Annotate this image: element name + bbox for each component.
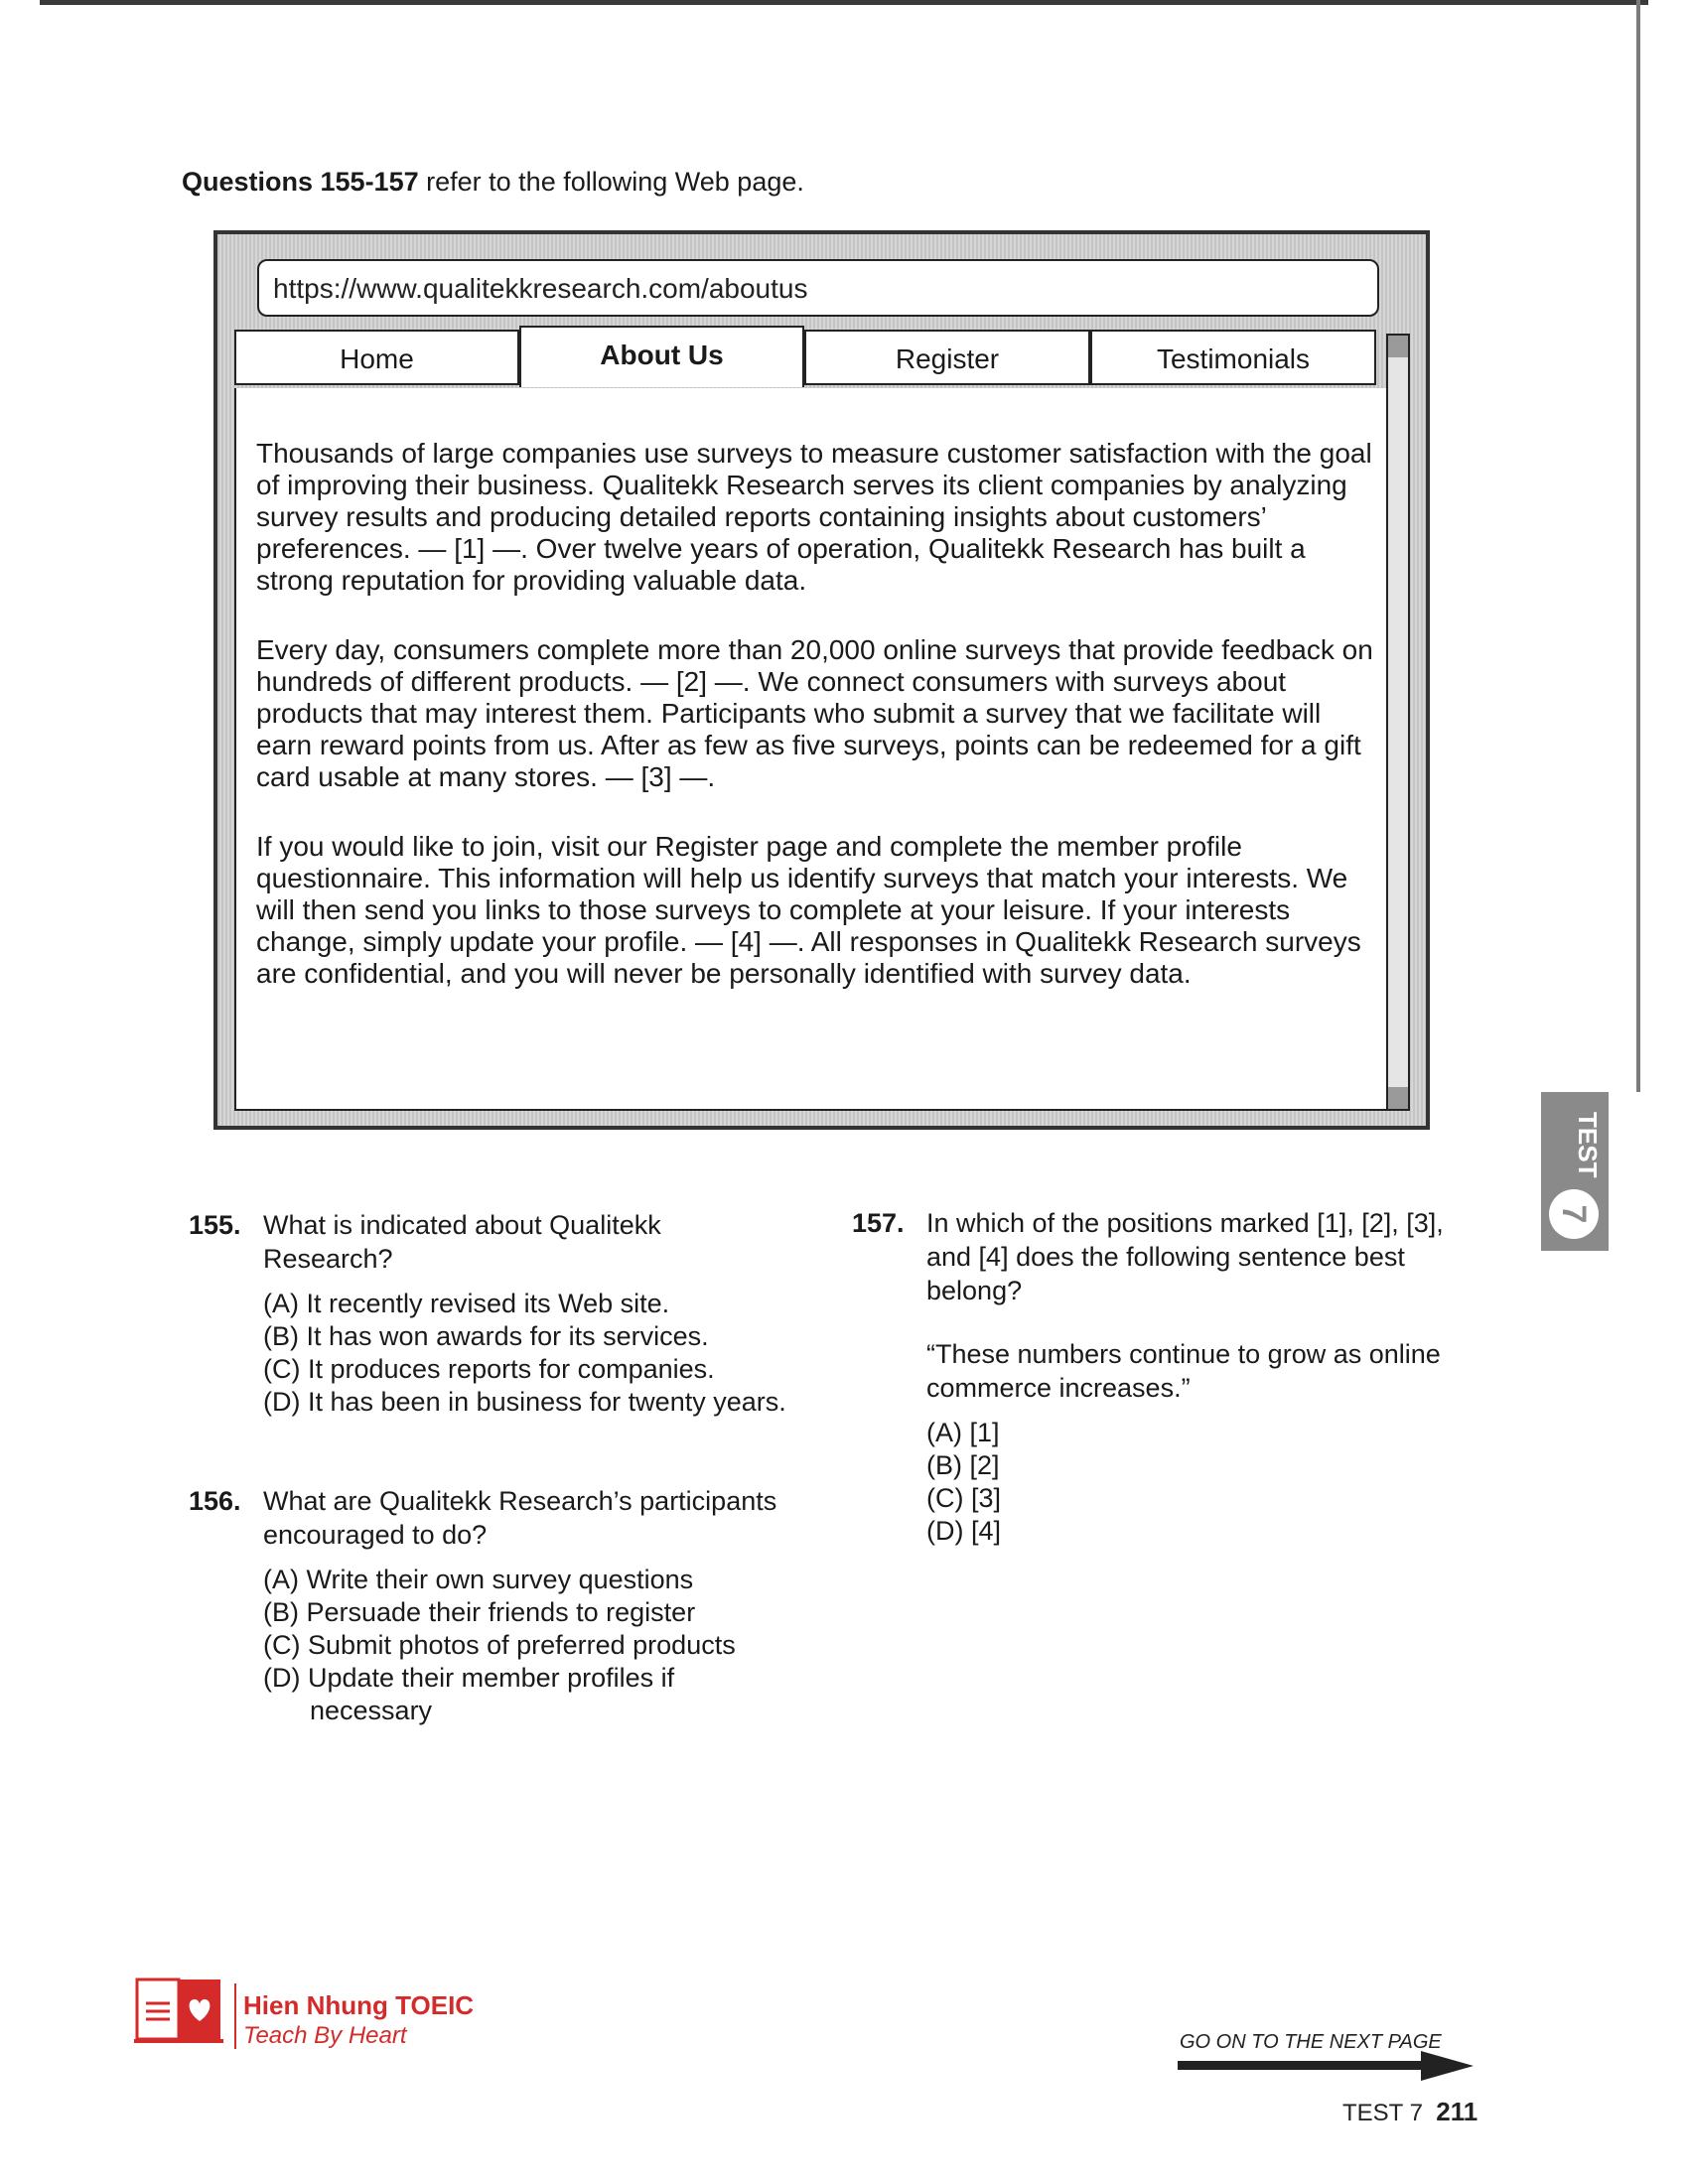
scroll-up-arrow[interactable] — [1388, 336, 1408, 357]
right-border-line — [1636, 0, 1640, 1092]
option-155-c[interactable]: (C) It produces reports for companies. — [263, 1354, 715, 1384]
option-157-d[interactable]: (D) [4] — [926, 1516, 1002, 1546]
side-tab-label: TEST — [1573, 1112, 1603, 1178]
url-bar[interactable]: https://www.qualitekkresearch.com/aboutus — [257, 259, 1379, 317]
top-border-line — [40, 0, 1648, 5]
intro-range: Questions 155-157 — [182, 167, 419, 197]
tab-testimonials[interactable]: Testimonials — [1090, 330, 1376, 385]
arrow-right-icon — [1178, 2051, 1476, 2081]
intro-text: refer to the following Web page. — [426, 167, 804, 197]
option-155-a[interactable]: (A) It recently revised its Web site. — [263, 1289, 670, 1318]
page-footer — [1342, 2097, 1477, 2127]
option-155-b[interactable]: (B) It has won awards for its services. — [263, 1321, 709, 1351]
scrollbar[interactable] — [1386, 334, 1410, 1111]
question-text: What are Qualitekk Research’s participants encouraged to do? — [263, 1486, 777, 1550]
page-content — [234, 388, 1401, 1111]
side-tab-number: 7 — [1549, 1189, 1599, 1239]
option-157-b[interactable]: (B) [2] — [926, 1450, 1000, 1480]
scroll-down-arrow[interactable] — [1388, 1087, 1408, 1109]
question-number: 157. — [852, 1208, 905, 1238]
question-number: 156. — [189, 1486, 241, 1516]
paragraph-1: Thousands of large companies use surveys to measure customer satisfaction with the goal of improving their business. Qualitekk Research serves its client companies by analyzing survey results and producing detailed reports containing insights about customers’ preferences. — [1] —. Over twelve years of operation, Qualitekk Research has built a strong reputation for providing valuable data. — [256, 438, 1372, 596]
logo-title: Hien Nhung TOEIC — [243, 1990, 475, 2020]
option-156-c[interactable]: (C) Submit photos of preferred products — [263, 1630, 736, 1660]
logo-divider — [234, 1983, 236, 2049]
paragraph-3: If you would like to join, visit our Register page and complete the member profile questionnaire. This information will help us identify surveys that match your interests. We will then send you links to those surveys to complete at your leisure. If your interests change, simply update your profile. — [4] —. All responses in Qualitekk Research surveys are confidential, and you will never be personally identified with survey data. — [256, 831, 1361, 989]
questions-intro — [182, 167, 804, 198]
tab-register[interactable]: Register — [804, 330, 1090, 385]
option-155-d[interactable]: (D) It has been in business for twenty years. — [263, 1387, 786, 1417]
question-text: What is indicated about Qualitekk Research? — [263, 1210, 661, 1274]
question-number: 155. — [189, 1210, 241, 1240]
test-side-tab — [1541, 1092, 1609, 1251]
option-156-a[interactable]: (A) Write their own survey questions — [263, 1565, 694, 1594]
option-157-c[interactable]: (C) [3] — [926, 1483, 1002, 1513]
paragraph-2: Every day, consumers complete more than 20,000 online surveys that provide feedback on hundreds of different products. — [2] —. We connect consumers with surveys about products that may interest them. Participants who submit a survey that we facilitate will earn reward points from us. After as few as five surveys, points can be redeemed for a gift card usable at many stores. — [3] —. — [256, 634, 1373, 792]
option-156-d[interactable]: (D) Update their member profiles if necessary — [263, 1663, 675, 1725]
logo-subtitle: Teach By Heart — [243, 2022, 407, 2049]
web-page-frame — [213, 230, 1430, 1130]
next-page-note: GO ON TO THE NEXT PAGE — [1180, 2031, 1442, 2053]
nav-tabs — [234, 330, 1401, 387]
option-156-b[interactable]: (B) Persuade their friends to register — [263, 1597, 696, 1627]
question-157-quote: “These numbers continue to grow as online commerce increases.” — [926, 1339, 1441, 1403]
footer-test-label: TEST 7 — [1342, 2100, 1423, 2126]
option-157-a[interactable]: (A) [1] — [926, 1418, 1000, 1447]
page-number: 211 — [1436, 2097, 1478, 2126]
question-text: In which of the positions marked [1], [2], [3], and [4] does the following sentence best belong? — [926, 1208, 1444, 1305]
tab-about-us[interactable]: About Us — [519, 326, 804, 387]
book-heart-icon — [134, 1976, 225, 2047]
tab-home[interactable]: Home — [234, 330, 519, 385]
